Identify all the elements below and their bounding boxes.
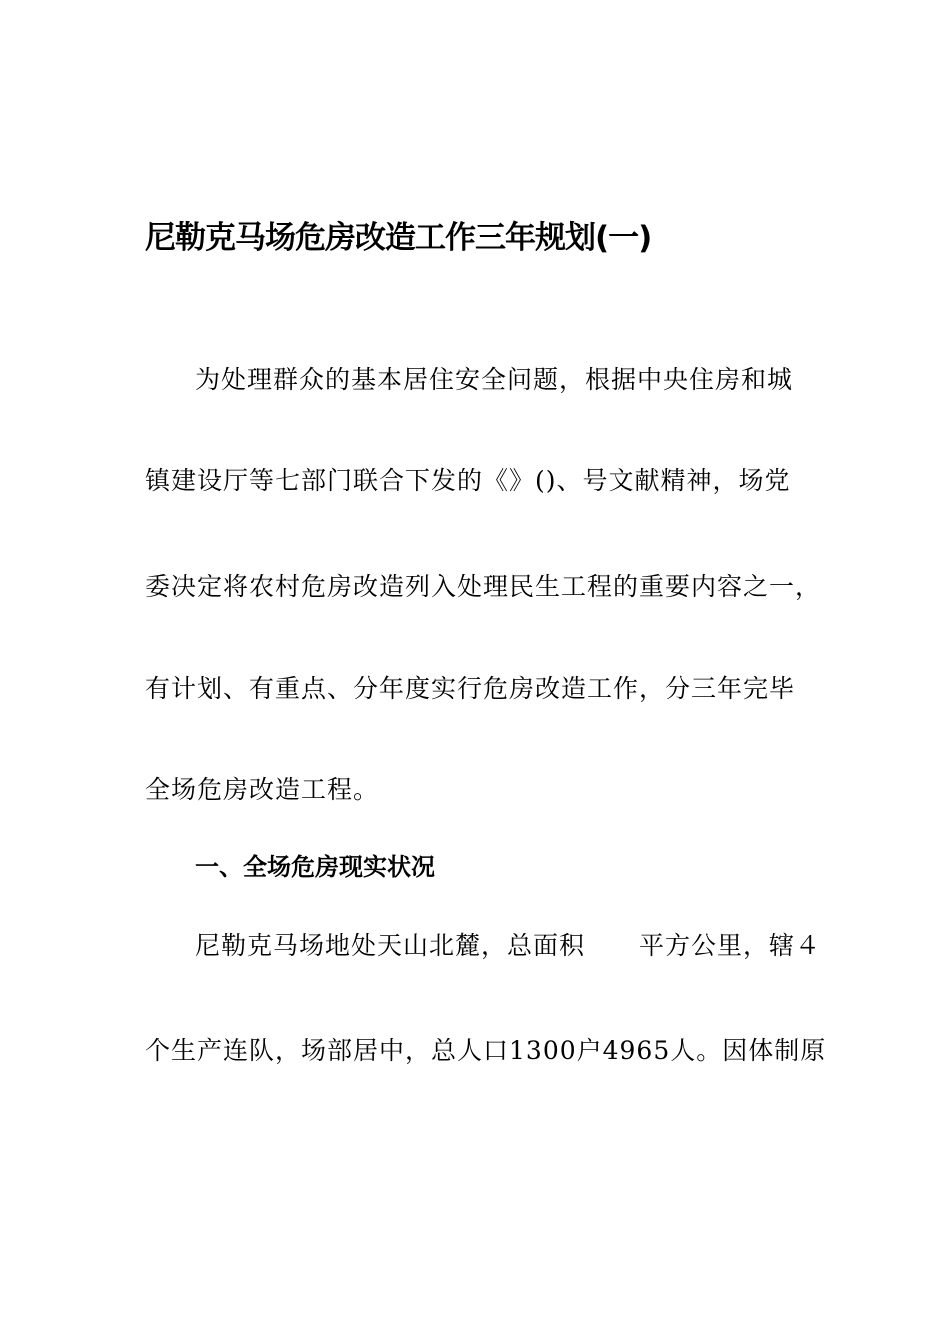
paragraph-line-part: 尼勒克马场地处天山北麓，总面积 [195,931,586,960]
document-title: 尼勒克马场危房改造工作三年规划(一) [145,220,652,256]
paragraph-line [195,928,821,964]
section-heading: 一、全场危房现实状况 [195,853,435,881]
paragraph-line-part: 平方公里，辖４ [639,931,822,960]
paragraph-line: 为处理群众的基本居住安全问题，根据中央住房和城 [195,365,794,394]
paragraph-line: 委决定将农村危房改造列入处理民生工程的重要内容之一， [145,572,822,601]
paragraph-line: 个生产连队，场部居中，总人口1300户4965人。因体制原 [145,1036,827,1065]
paragraph-line: 镇建设厅等七部门联合下发的《》()、号文献精神，场党 [145,466,791,495]
paragraph-line: 全场危房改造工程。 [145,775,380,804]
paragraph-line: 有计划、有重点、分年度实行危房改造工作，分三年完毕 [145,674,796,703]
